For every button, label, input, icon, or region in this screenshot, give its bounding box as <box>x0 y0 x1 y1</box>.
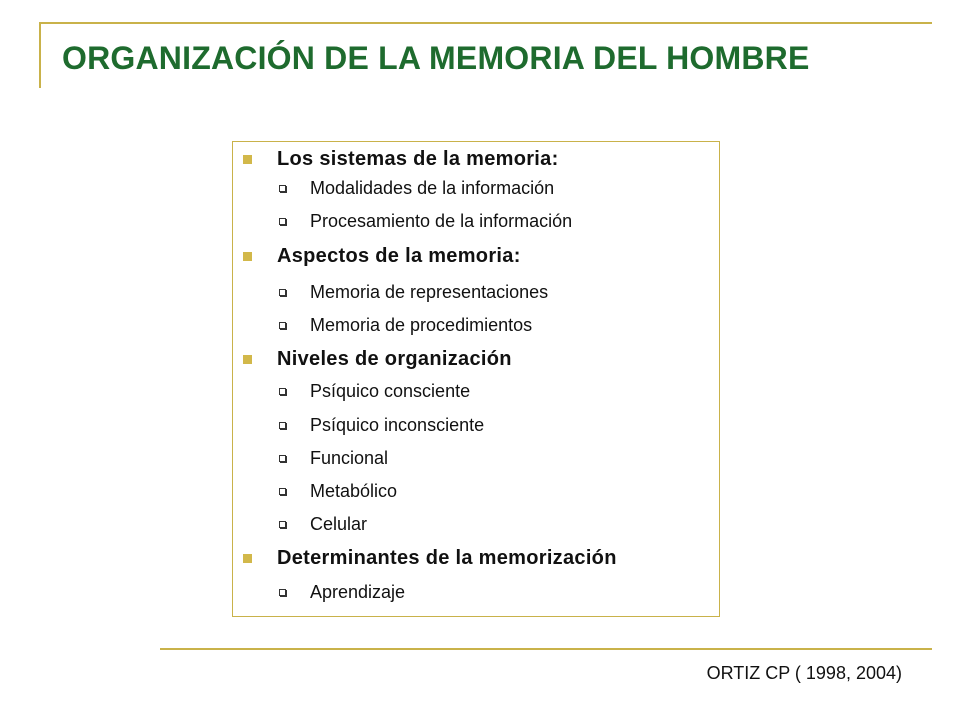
outline-subitem-metabolico <box>279 481 397 502</box>
outline-subitem-celular <box>279 514 367 535</box>
bottom-divider <box>160 648 932 650</box>
hollow-square-bullet-icon <box>279 455 286 462</box>
hollow-square-bullet-icon <box>279 589 286 596</box>
outline-subitem-text: Modalidades de la información <box>310 178 555 198</box>
outline-subitem-psiquico-inconsciente <box>279 415 484 436</box>
slide-title: ORGANIZACIÓN DE LA MEMORIA DEL HOMBRE <box>62 40 810 76</box>
citation: ORTIZ CP ( 1998, 2004) <box>706 663 902 683</box>
outline-subitem-aprendizaje <box>279 582 405 603</box>
outline-item-determinantes <box>243 547 617 570</box>
hollow-square-bullet-icon <box>279 521 286 528</box>
outline-item-text: Determinantes de la memorización <box>277 547 617 569</box>
square-bullet-icon <box>243 355 252 364</box>
outline-item-sistemas <box>243 148 559 171</box>
hollow-square-bullet-icon <box>279 218 286 225</box>
outline-item-niveles <box>243 348 512 371</box>
outline-subitem-text: Psíquico inconsciente <box>310 415 485 435</box>
top-divider <box>40 22 932 24</box>
outline-subitem-modalidades <box>279 178 554 199</box>
outline-box <box>232 141 720 617</box>
hollow-square-bullet-icon <box>279 488 286 495</box>
outline-subitem-procedimientos <box>279 315 532 336</box>
outline-item-text: Los sistemas de la memoria: <box>277 148 559 170</box>
outline-item-text: Aspectos de la memoria: <box>277 245 521 267</box>
outline-subitem-procesamiento <box>279 211 572 232</box>
outline-subitem-text: Memoria de representaciones <box>310 282 549 302</box>
hollow-square-bullet-icon <box>279 422 286 429</box>
outline-subitem-text: Aprendizaje <box>310 582 406 602</box>
hollow-square-bullet-icon <box>279 185 286 192</box>
hollow-square-bullet-icon <box>279 388 286 395</box>
outline-item-aspectos <box>243 245 521 268</box>
hollow-square-bullet-icon <box>279 322 286 329</box>
square-bullet-icon <box>243 252 252 261</box>
outline-subitem-text: Procesamiento de la información <box>310 211 573 231</box>
outline-subitem-funcional <box>279 448 388 469</box>
outline-subitem-text: Metabólico <box>310 481 398 501</box>
outline-subitem-text: Celular <box>310 514 368 534</box>
square-bullet-icon <box>243 554 252 563</box>
left-accent-line <box>39 22 41 88</box>
outline-subitem-text: Funcional <box>310 448 389 468</box>
hollow-square-bullet-icon <box>279 289 286 296</box>
outline-item-text: Niveles de organización <box>277 348 512 370</box>
outline-subitem-representaciones <box>279 282 548 303</box>
square-bullet-icon <box>243 155 252 164</box>
outline-subitem-text: Psíquico consciente <box>310 381 471 401</box>
outline-subitem-psiquico-consciente <box>279 381 470 402</box>
outline-subitem-text: Memoria de procedimientos <box>310 315 533 335</box>
